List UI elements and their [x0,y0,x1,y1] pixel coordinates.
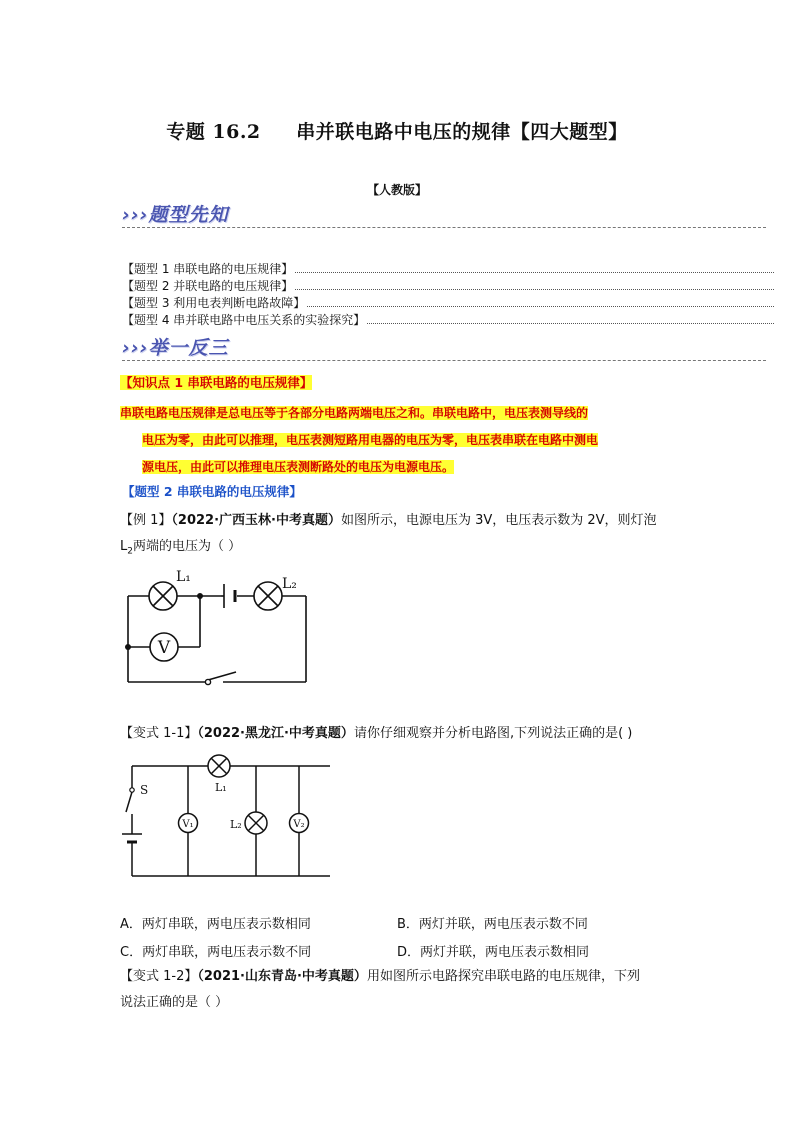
variant-1-2: 【变式 1-2】（2021·山东青岛·中考真题）用如图所示电路探究串联电路的电压规律，下列 说法正确的是（ ） [120,969,640,1010]
example-1: 【例 1】（2022·广西玉林·中考真题）如图所示，电源电压为 3V，电压表示数为 2V，则灯泡 $L_2$两端的电压为（ ） [120,513,657,557]
variant-source: （2022·黑龙江·中考真题） [197,726,354,741]
lamp-l2-icon [254,582,282,610]
switch-label: S [140,783,149,797]
circuit-diagram-2 [118,752,338,882]
option-b[interactable]: B．两灯并联，两电压表示数不同 [397,917,588,932]
voltmeter-v1-label: V₁ [182,819,194,830]
knowledge-text: 串联电路电压规律是总电压等于各部分电路两端电压之和。串联电路中，电压表测导线的 电压为零，由此可以推理，电压表测短路用电器的电压为零，电压表串联在电路中测电 源电压，由此可以推理电压表测断路处的电压为电源电压。 [120,406,599,474]
lamp-l2-label: L₂ [230,818,242,831]
variant-1-1: 【变式 1-1】（2022·黑龙江·中考真题）请你仔细观察并分析电路图,下列说法正确的是( ) [120,726,633,741]
page-title: 专题 16.2 串并联电路中电压的规律【四大题型】 [166,121,628,143]
switch-contact [130,788,134,792]
toc-item-label: 【题型 2 并联电路的电压规律】 [122,279,294,293]
banner-divider [122,227,766,228]
banner-divider [122,360,766,361]
variant-label: 【变式 1-1】 [120,726,198,741]
variant-label: 【变式 1-2】 [120,969,198,984]
example-source: （2022·广西玉林·中考真题） [171,513,341,528]
voltmeter-label: V [157,638,171,658]
junction-dot [197,593,203,599]
lamp-symbol: $L_2$ [120,539,133,557]
lamp-l1-icon [149,582,177,610]
lamp-l1-label: L₁ [215,781,227,794]
voltmeter-v2-icon [290,814,309,833]
banner-toc: ›››题型先知 [122,204,229,226]
option-d[interactable]: D．两灯并联，两电压表示数相同 [397,945,590,960]
switch-contact [205,679,210,684]
voltmeter-v1-icon [179,814,198,833]
lamp-l1-icon [208,755,230,777]
option-c[interactable]: C．两灯串联，两电压表示数不同 [120,945,312,960]
toc-item-label: 【题型 1 串联电路的电压规律】 [122,262,294,276]
edition-label: 【人教版】 [366,183,427,197]
lamp-l2-label: L₂ [282,576,297,592]
lamp-l1-label: L₁ [176,569,191,585]
knowledge-heading: 【知识点 1 串联电路的电压规律】 [120,375,313,390]
voltmeter-icon [150,633,178,661]
toc-item-label: 【题型 3 利用电表判断电路故障】 [122,296,306,310]
circuit-diagram-1 [118,566,318,690]
banner-examples: ›››举一反三 [122,337,229,359]
junction-dot [125,644,131,650]
type-heading: 【题型 2 串联电路的电压规律】 [122,484,302,499]
toc-item[interactable] [122,294,774,311]
voltmeter-v2-label: V₂ [293,819,305,830]
toc-item[interactable] [122,277,774,294]
toc-item[interactable] [122,260,774,277]
variant-source: （2021·山东青岛·中考真题） [197,969,367,984]
toc-item[interactable] [122,311,774,328]
toc-item-label: 【题型 4 串并联电路中电压关系的实验探究】 [122,313,366,327]
example-label: 【例 1】 [120,513,172,528]
option-a[interactable]: A．两灯串联，两电压表示数相同 [120,917,311,932]
lamp-l2-icon [245,812,267,834]
